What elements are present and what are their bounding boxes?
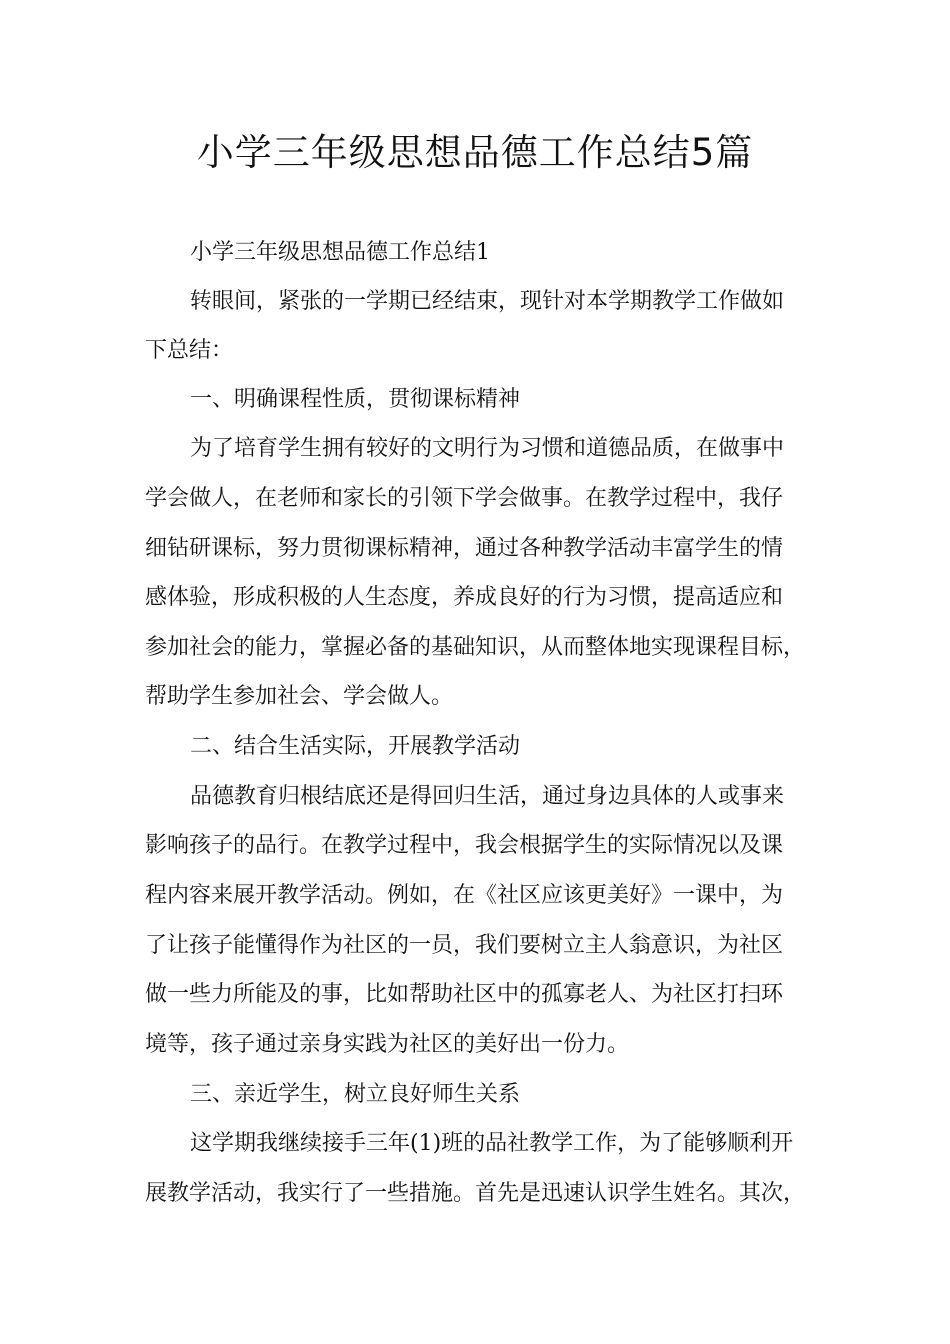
section-heading-3: 三、亲近学生，树立良好师生关系 [190,1082,521,1107]
paragraph-line: 学会做人，在老师和家长的引领下学会做事。在教学过程中，我仔 [145,486,784,511]
paragraph-line: 帮助学生参加社会、学会做人。 [145,684,454,709]
paragraph-line: 参加社会的能力，掌握必备的基础知识，从而整体地实现课程目标， [145,635,806,660]
paragraph-line: 展教学活动，我实行了一些措施。首先是迅速认识学生姓名。其次， [145,1181,806,1206]
paragraph-line: 下总结： [145,338,234,363]
section-heading-summary-1: 小学三年级思想品德工作总结1 [190,240,490,265]
paragraph-line: 程内容来展开教学活动。例如，在《社区应该更美好》一课中，为 [145,883,784,908]
document-title: 小学三年级思想品德工作总结5篇 [196,131,754,174]
paragraph-line: 做一些力所能及的事，比如帮助社区中的孤寡老人、为社区打扫环 [145,982,784,1007]
paragraph-line: 境等，孩子通过亲身实践为社区的美好出一份力。 [145,1032,630,1057]
paragraph-line: 为了培育学生拥有较好的文明行为习惯和道德品质，在做事中 [190,436,785,461]
paragraph-line: 品德教育归根结底还是得回归生活，通过身边具体的人或事来 [190,784,785,809]
paragraph-line: 了让孩子能懂得作为社区的一员，我们要树立主人翁意识，为社区 [145,933,784,958]
paragraph-line: 转眼间，紧张的一学期已经结束，现针对本学期教学工作做如 [190,289,785,314]
paragraph-line: 感体验，形成积极的人生态度，养成良好的行为习惯，提高适应和 [145,585,784,610]
section-heading-2: 二、结合生活实际，开展教学活动 [190,734,521,759]
paragraph-line: 这学期我继续接手三年(1)班的品社教学工作，为了能够顺利开 [190,1131,794,1156]
paragraph-line: 细钻研课标，努力贯彻课标精神，通过各种教学活动丰富学生的情 [145,536,784,561]
section-heading-1: 一、明确课程性质，贯彻课标精神 [190,387,521,412]
paragraph-line: 影响孩子的品行。在教学过程中，我会根据学生的实际情况以及课 [145,833,784,858]
